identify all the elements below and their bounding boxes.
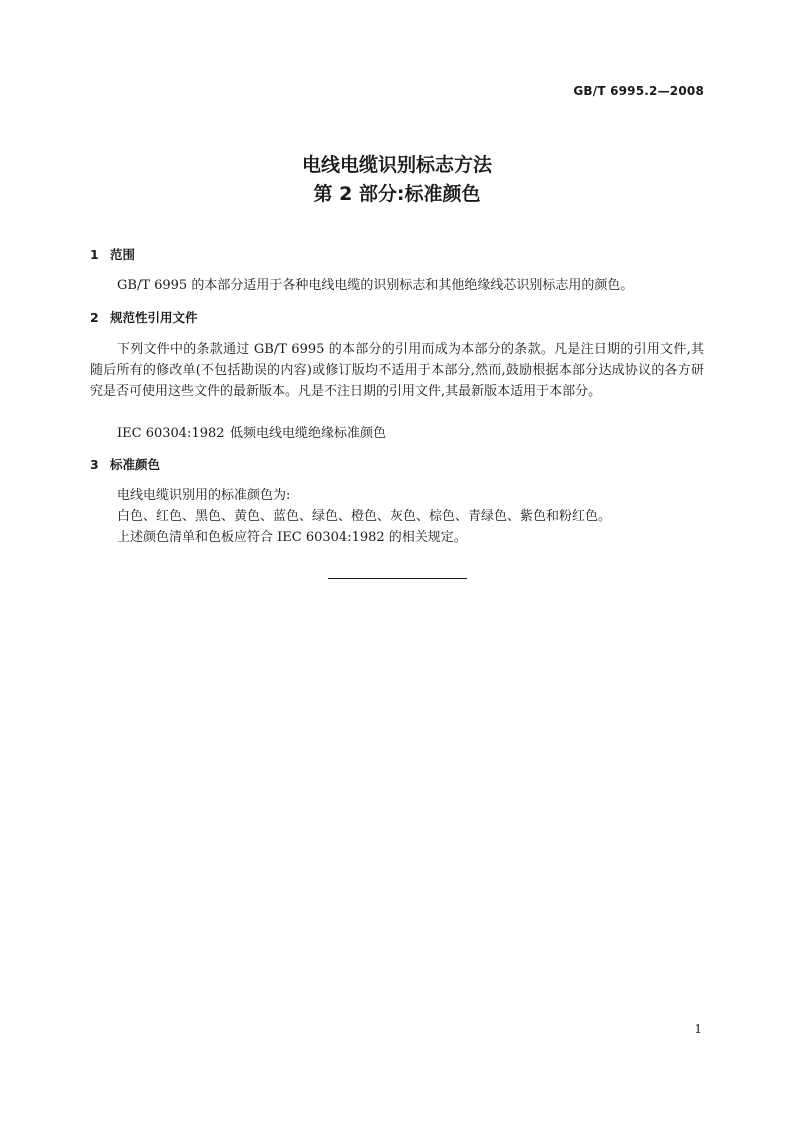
section-2-paragraph: 下列文件中的条款通过 GB/T 6995 的本部分的引用而成为本部分的条款。凡是注日期的引用文件,其随后所有的修改单(不包括勘误的内容)或修订版均不适用于本部分,然而,鼓励根据本部分达成协议的各方研究是否可使用这些文件的最新版本。凡是不注日期的引用文件,其最新版本适用于本部分。: [90, 342, 704, 399]
section-title: 标准颜色: [110, 457, 161, 472]
section-number: 1: [90, 247, 99, 262]
section-number: 2: [90, 310, 99, 325]
section-3-heading: [90, 456, 160, 474]
section-1-paragraph: GB/T 6995 的本部分适用于各种电线电缆的识别标志和其他绝缘线芯识别标志用的颜色。: [117, 278, 634, 293]
section-2-heading: [90, 309, 198, 327]
section-3-line-1: 电线电缆识别用的标准颜色为:: [117, 488, 291, 503]
section-1-heading: [90, 246, 135, 264]
section-3-line-3: 上述颜色清单和色板应符合 IEC 60304:1982 的相关规定。: [117, 530, 467, 545]
normative-reference: [117, 423, 386, 444]
section-title: 范围: [110, 247, 136, 262]
document-subtitle: 第 2 部分:标准颜色: [313, 183, 481, 205]
section-number: 3: [90, 457, 99, 472]
reference-title: 低频电线电缆绝缘标准颜色: [230, 426, 387, 441]
section-title: 规范性引用文件: [110, 310, 198, 325]
standard-code: GB/T 6995.2—2008: [573, 84, 704, 98]
section-3-line-2: 白色、红色、黑色、黄色、蓝色、绿色、橙色、灰色、棕色、青绿色、紫色和粉红色。: [117, 509, 612, 524]
reference-code: IEC 60304:1982: [117, 426, 225, 441]
document-title: 电线电缆识别标志方法: [301, 154, 492, 176]
end-rule: [328, 578, 467, 579]
page-number: 1: [694, 1022, 702, 1036]
